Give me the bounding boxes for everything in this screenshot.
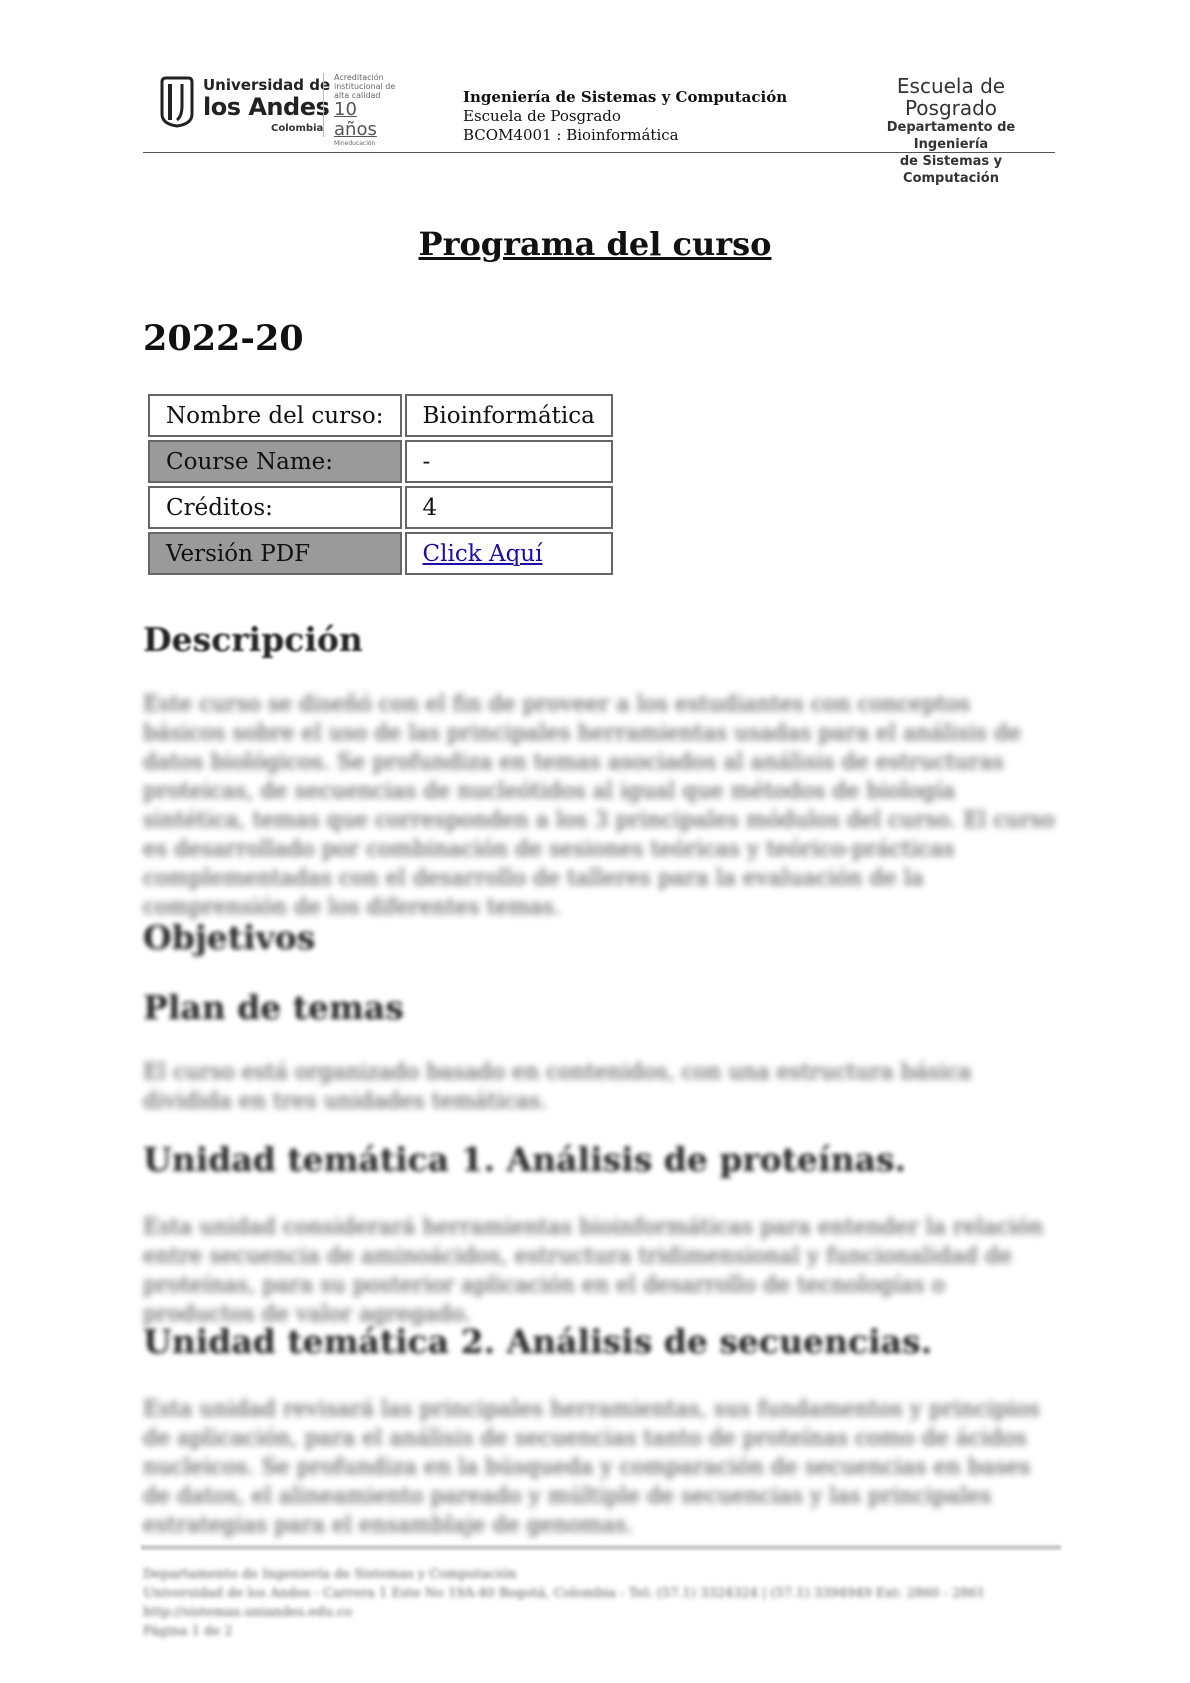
school-logo-line3: de Sistemas y Computación [899, 154, 1003, 186]
accreditation-ministry: Mineducación [334, 140, 376, 147]
plan-text: El curso está organizado basado en contenidos, con una estructura básica dividida en tres unidades temáticas. [143, 1060, 972, 1114]
course-info-table [145, 391, 616, 578]
header-course-info [463, 88, 793, 145]
universidad-de-los-andes-logo [158, 73, 403, 147]
pdf-version-cell [405, 532, 613, 575]
school-name: Escuela de Posgrado [463, 107, 621, 125]
course-name-en-label: Course Name: [148, 440, 402, 483]
table-row [148, 486, 613, 529]
unit2-heading: Unidad temática 2. Análisis de secuencias. [143, 1322, 933, 1361]
school-logo-line1: Escuela de Posgrado [896, 74, 1006, 120]
footer-address: Universidad de los Andes - Carrera 1 Este No 19A-40 Bogotá, Colombia - Tel: (57.1) 3324324 | (57.1) 3394949 Ext: 2860 - 2861 [143, 1586, 986, 1601]
unit1-text: Esta unidad considerará herramientas bioinformáticas para entender la relación entre secuencia de aminoácidos, estructura tridimensional y funcionalidad de proteínas, para su posterior aplicación en el desarrollo de tecnologías o productos de valor agregado. [143, 1215, 1044, 1327]
accreditation-seal [323, 73, 398, 147]
university-country: Colombia [271, 123, 324, 134]
pdf-download-link[interactable]: Click Aquí [422, 540, 543, 567]
table-row [148, 440, 613, 483]
description-text: Este curso se diseñó con el fin de proveer a los estudiantes con conceptos básicos sobre el uso de las principales herramientas usadas para el análisis de datos biológicos. Se profundiza en temas asociados al análisis de estructuras proteicas, de secuencias de nucleótidos al igual que métodos de biología sintética, temas que corresponden a los 3 principales módulos del curso. El curso es desarrollado por combinación de sesiones teóricas y teórico-prácticas complementadas con el desarrollo de talleres para la evaluación de la comprensión de los diferentes temas. [143, 692, 1055, 920]
school-logo-line2: Departamento de Ingeniería [886, 120, 1016, 152]
pdf-version-label: Versión PDF [148, 532, 402, 575]
course-name-en-value: - [405, 440, 613, 483]
university-name-line2: los Andes [203, 93, 330, 121]
course-code: BCOM4001 : Bioinformática [463, 126, 679, 144]
credits-label: Créditos: [148, 486, 402, 529]
university-name-line1: Universidad de [203, 76, 331, 94]
academic-period: 2022-20 [143, 318, 304, 359]
course-name-label: Nombre del curso: [148, 394, 402, 437]
table-row [148, 532, 613, 575]
accreditation-years: 10 años [334, 99, 377, 140]
unit2-text: Esta unidad revisará las principales herramientas, sus fundamentos y principios de aplicación, para el análisis de secuencias tanto de proteínas como de ácidos nucleicos. Se profundiza en la búsqueda y comparación de secuencias en bases de datos, el alineamiento pareado y múltiple de secuencias y las principales estrategias para el ensamblaje de genomas. [143, 1397, 1040, 1538]
page-footer [143, 1565, 1058, 1641]
footer-department: Departamento de Ingeniería de Sistemas y Computación [143, 1567, 517, 1582]
course-name-value: Bioinformática [405, 394, 613, 437]
accreditation-text: Acreditación institucional de alta calidad [334, 73, 396, 100]
credits-value: 4 [405, 486, 613, 529]
department-name: Ingeniería de Sistemas y Computación [463, 88, 788, 106]
footer-page-number: Página 1 de 2 [143, 1624, 233, 1639]
footer-website-link[interactable]: http://sistemas.uniandes.edu.co [143, 1605, 353, 1620]
unit1-heading: Unidad temática 1. Análisis de proteínas. [143, 1140, 907, 1179]
escuela-de-posgrado-logo [851, 75, 1051, 187]
page-header [143, 70, 1055, 186]
table-row [148, 394, 613, 437]
plan-heading: Plan de temas [143, 988, 404, 1027]
objectives-heading: Objetivos [143, 918, 316, 957]
page-title: Programa del curso [418, 225, 772, 263]
footer-divider [141, 1545, 1061, 1550]
description-heading: Descripción [143, 620, 363, 659]
university-crest-icon [158, 76, 196, 128]
